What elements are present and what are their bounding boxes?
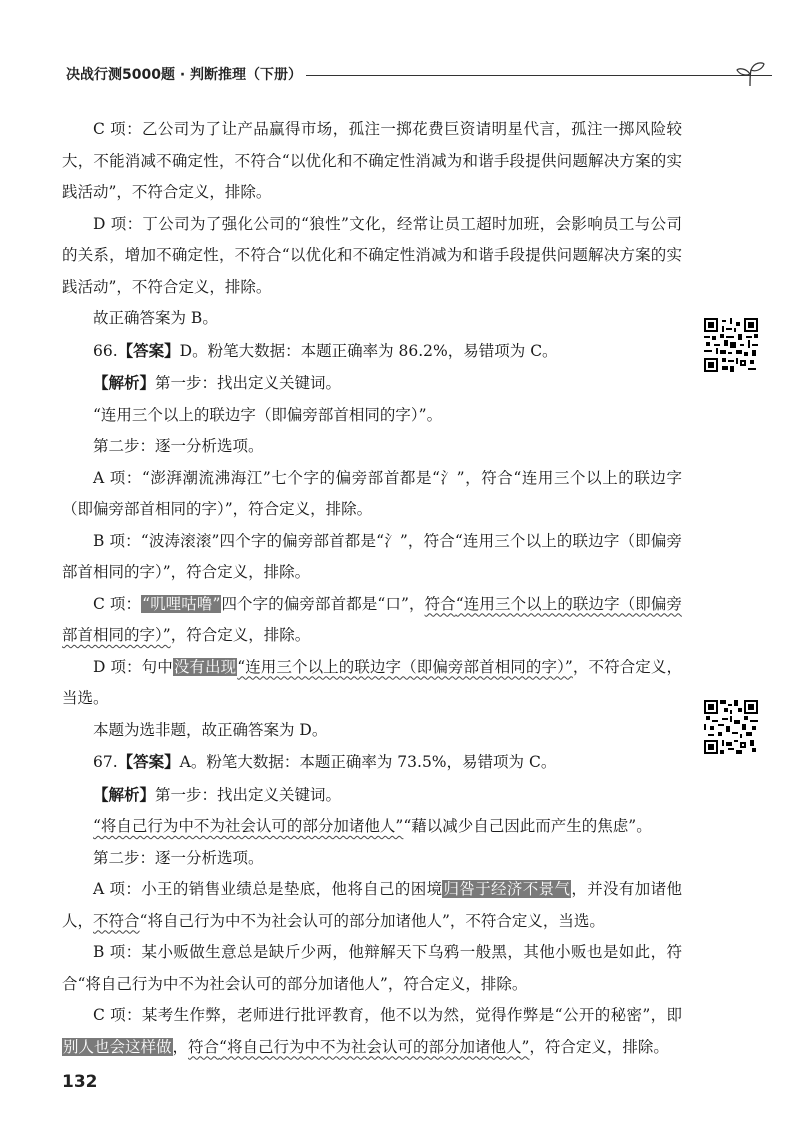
q66-option-b: B 项：“波涛滚滚”四个字的偏旁部首都是“氵”，符合“连用三个以上的联边字（即偏旁部首相同的字）”，符合定义，排除。 [62, 531, 682, 581]
highlight: 没有出现 [173, 657, 237, 676]
highlight: “叽哩咕噜” [142, 594, 221, 613]
sprout-icon [734, 58, 766, 92]
wavy-underline: 符合 [188, 1037, 220, 1056]
q67-option-b: B 项：某小贩做生意总是缺斤少两，他辩解天下乌鸦一般黑，其他小贩也是如此，符合“将自己行为中不为社会认可的部分加诸他人”，符合定义，排除。 [62, 943, 682, 993]
q67-step2: 第二步：逐一分析选项。 [93, 848, 264, 867]
analysis-label: 【解析】 [93, 373, 156, 392]
page-number: 132 [62, 1072, 98, 1092]
q66-option-c: C 项：“叽哩咕噜”四个字的偏旁部首都是“口”，符合“连用三个以上的联边字（即偏旁部首相同的字）”，符合定义，排除。 [62, 594, 682, 644]
qr-code-icon[interactable] [704, 318, 758, 372]
q66-option-a: A 项：“澎湃潮流沸海江”七个字的偏旁部首都是“氵”，符合“连用三个以上的联边字（即偏旁部首相同的字）”，符合定义，排除。 [62, 468, 682, 518]
highlight: 别人也会这样做 [63, 1037, 172, 1056]
book-title: 决战行测5000题 · 判断推理（下册） [66, 67, 303, 83]
q67-option-c: C 项：某考生作弊，老师进行批评教育，他不以为然，觉得作弊是“公开的秘密”，即别人也会这样做，符合“将自己行为中不为社会认可的部分加诸他人”，符合定义，排除。 [63, 1006, 682, 1056]
q66-step2: 第二步：逐一分析选项。 [93, 437, 264, 455]
header-rule [306, 75, 772, 76]
q66-conclusion: 本题为选非题，故正确答案为 D。 [93, 720, 328, 739]
q66-analysis: 【解析】第一步：找出定义关键词。 [93, 373, 342, 392]
option-d-analysis-q65: D 项：丁公司为了强化公司的“狼性”文化，经常让员工超时加班，会影响员工与公司的关系，增加不确定性，不符合“以优化和不确定性消减为和谐手段提供问题解决方案的实践活动”，不符合定义，排除。 [62, 214, 682, 296]
page-header [52, 58, 762, 88]
q67-analysis: 【解析】第一步：找出定义关键词。 [93, 784, 342, 804]
wavy-underline: “连用三个以上的联边字（即偏旁部首相同的字）” [62, 594, 682, 644]
q65-conclusion: 故正确答案为 B。 [93, 309, 218, 327]
wavy-underline: “将自己行为中不为社会认可的部分加诸他人” [93, 817, 404, 835]
q66-option-d: D 项：句中没有出现“连用三个以上的联边字（即偏旁部首相同的字）”，不符合定义，当选。 [62, 657, 682, 707]
analysis-label: 【解析】 [93, 784, 156, 804]
q66-keyword: “连用三个以上的联边字（即偏旁部首相同的字）”。 [93, 405, 443, 424]
q67-answer: 67.【答案】A。粉笔大数据：本题正确率为 73.5%，易错项为 C。 [93, 752, 557, 771]
q67-keyword: “将自己行为中不为社会认可的部分加诸他人”“藉以减少自己因此而产生的焦虑”。 [93, 817, 652, 835]
wavy-underline: 不符合 [93, 911, 140, 930]
q67-option-a: A 项：小王的销售业绩总是垫底，他将自己的困境归咎于经济不景气，并没有加诸他人，不符合“将自己行为中不为社会认可的部分加诸他人”，不符合定义，当选。 [62, 880, 682, 930]
highlight: 归咎于经济不景气 [443, 880, 571, 898]
wavy-underline: “连用三个以上的联边字（即偏旁部首相同的字）” [237, 657, 573, 676]
option-c-analysis-q65: C 项：乙公司为了让产品赢得市场，孤注一掷花费巨资请明星代言，孤注一掷风险较大，不能消减不确定性，不符合“以优化和不确定性消减为和谐手段提供问题解决方案的实践活动”，不符合定义，排除。 [62, 120, 682, 201]
wavy-underline: “将自己行为中不为社会认可的部分加诸他人” [219, 1037, 530, 1056]
qr-code-icon[interactable] [704, 700, 758, 754]
answer-explanations [62, 114, 682, 1063]
wavy-underline: 符合 [424, 594, 456, 613]
answer-label: 【答案】 [117, 340, 180, 360]
q66-answer: 66.【答案】D。粉笔大数据：本题正确率为 86.2%，易错项为 C。 [93, 340, 558, 360]
answer-label: 【答案】 [117, 752, 180, 771]
